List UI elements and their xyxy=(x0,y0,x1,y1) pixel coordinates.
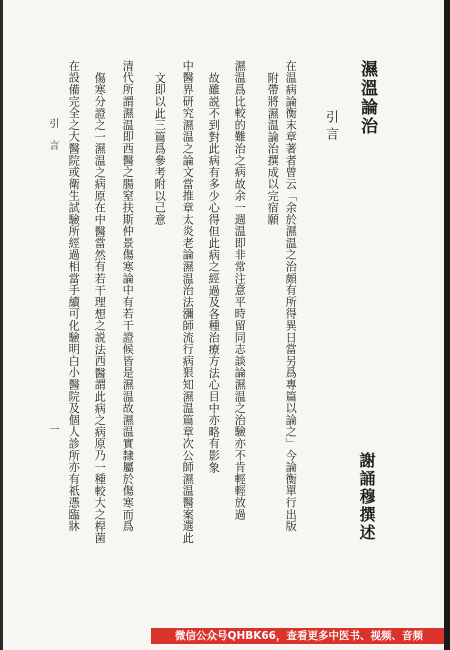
text-column-3: 濕温爲比較的難治之病故余一週温即非常注意平時留同志談論濕温之治驗亦不肯輕輕放過 xyxy=(233,60,247,521)
text-column-5: 中醫界研究濕温之論文當推章太炎老論濕温治法瀰師流行病狠知濕温篇章次公師濕温醫案選此 xyxy=(181,60,195,544)
text-column-7: 清代所謂濕温即西醫之腸窒扶斯仲景傷寒論中有若干證候皆是濕温故濕温實隸屬於傷寒而爲 xyxy=(121,60,135,532)
watermark-banner: 微信公众号QHBK66，查看更多中医书、视频、音频 xyxy=(151,628,447,644)
page-number: 一 xyxy=(47,424,58,435)
text-column-6: 文即以此三篇爲參考附以己意 xyxy=(153,72,167,226)
text-column-8: 傷寒分證之一濕温之病原在中醫當然有若干理想之説法西醫謂此病之病原乃一種較大之桿菌 xyxy=(93,72,107,544)
book-title: 濕溫論治 xyxy=(357,60,377,136)
text-column-2: 附帶將濕温論治撰成以完宿願 xyxy=(266,72,280,226)
book-page xyxy=(3,0,444,650)
scan-edge-right xyxy=(444,0,450,650)
section-heading: 引言 xyxy=(323,110,338,144)
text-column-1: 在温病論衡末章著者曾云「余於濕温之治頗有所得異日當另爲專篇以論之」今論衡單行出版 xyxy=(284,60,298,532)
text-column-4: 故雖説不到對此病有多少心得但此病之經過及各種治療方法心目中亦略有影象 xyxy=(207,72,221,474)
book-author: 謝誦穆撰述 xyxy=(357,452,376,542)
running-footer: 引 言 xyxy=(47,118,58,151)
text-column-9: 在設備完全之大醫院或衛生試驗所經過相當手續可化驗明白小醫院及個人診所亦有祇憑臨牀 xyxy=(67,60,81,532)
